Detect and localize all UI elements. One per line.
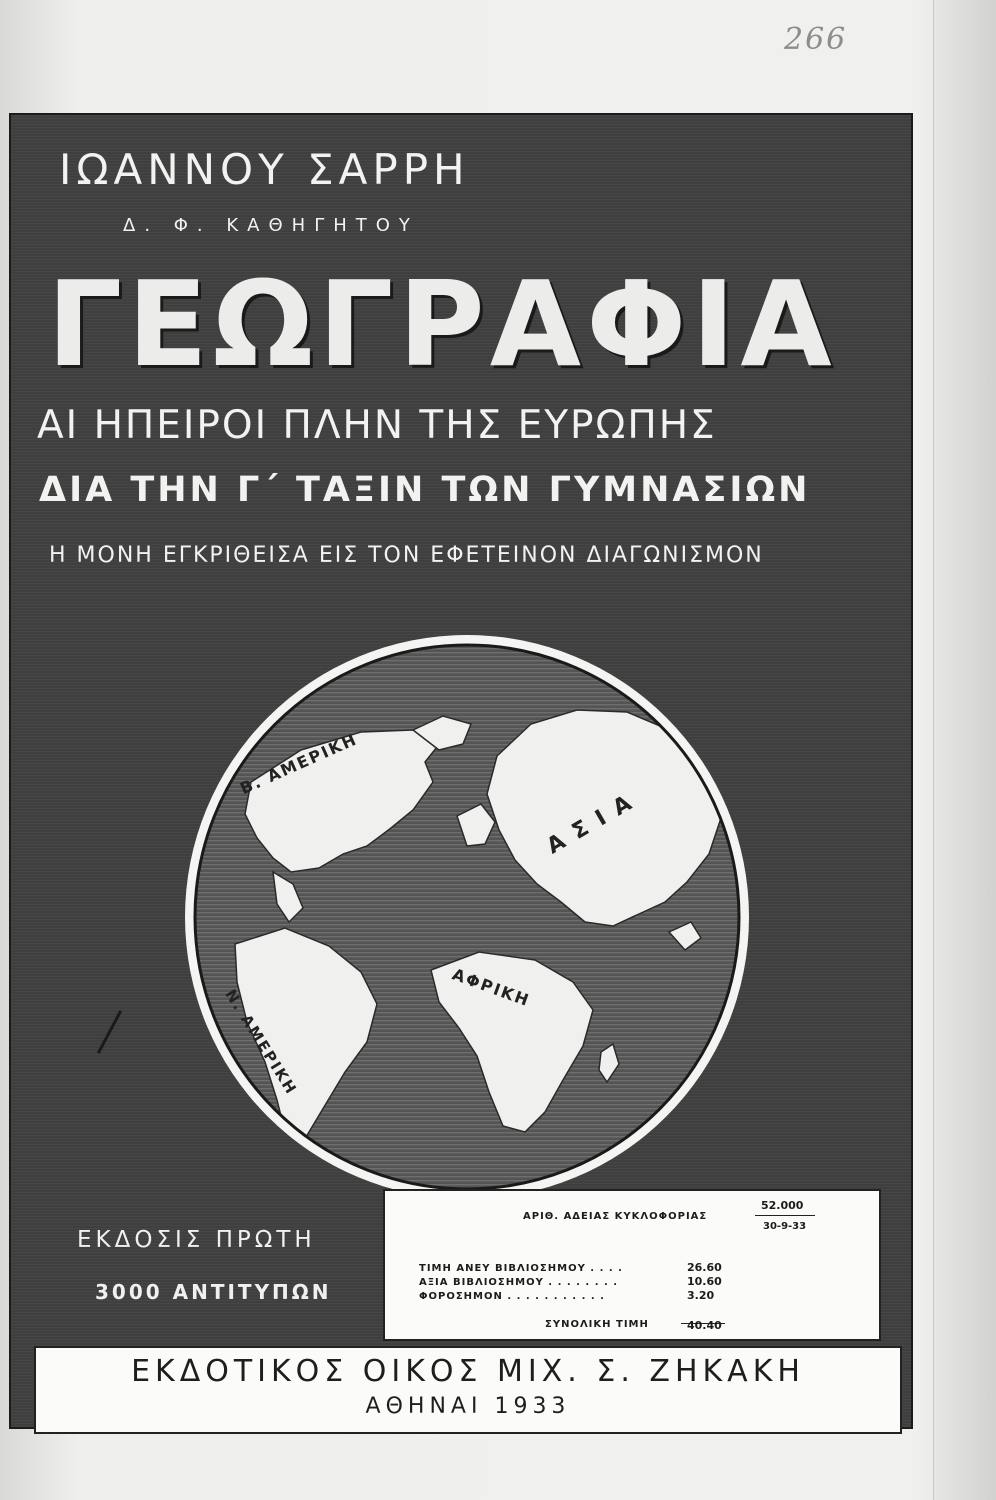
price-row-value: 10.60 xyxy=(687,1275,722,1288)
total-label: ΣΥΝΟΛΙΚΗ ΤΙΜΗ xyxy=(545,1319,649,1330)
publisher-place-year: ΑΘΗΝΑΙ 1933 xyxy=(365,1394,571,1419)
subtitle-continents: ΑΙ ΗΠΕΙΡΟΙ ΠΛΗΝ ΤΗΣ ΕΥΡΩΠΗΣ xyxy=(37,403,717,448)
book-title: ΓΕΩΓΡΑΦΙΑ xyxy=(47,255,837,393)
globe-illustration xyxy=(181,632,753,1202)
subtitle-class: ΔΙΑ ΤΗΝ Γ΄ ΤΑΞΙΝ ΤΩΝ ΓΥΜΝΑΣΙΩΝ xyxy=(39,470,811,510)
book-cover xyxy=(9,113,913,1429)
copies-label: 3000 ΑΝΤΙΤΥΠΩΝ xyxy=(95,1280,332,1304)
label-south-america: Ν. ΑΜΕΡΙΚΗ xyxy=(221,986,301,1099)
label-asia: ΑΣΙΑ xyxy=(542,785,647,860)
price-row-label: ΦΟΡΟΣΗΜΟΝ . . . . . . . . . . . xyxy=(419,1291,605,1302)
price-row-value: 26.60 xyxy=(687,1261,722,1274)
author-title: Δ. Φ. ΚΑΘΗΓΗΤΟΥ xyxy=(123,215,419,236)
label-africa: ΑΦΡΙΚΗ xyxy=(449,964,533,1011)
author-name: ΙΩΑΝΝΟΥ ΣΑΡΡΗ xyxy=(59,145,470,194)
permit-divider xyxy=(755,1215,815,1216)
handwritten-shelf-number: 266 xyxy=(784,22,848,57)
pen-mark xyxy=(97,1010,122,1054)
page-edge xyxy=(933,0,996,1500)
label-north-america: Β. ΑΜΕΡΙΚΗ xyxy=(237,729,361,799)
price-box xyxy=(383,1189,881,1341)
subtitle-approval: Η ΜΟΝΗ ΕΓΚΡΙΘΕΙΣΑ ΕΙΣ ΤΟΝ ΕΦΕΤΕΙΝΟΝ ΔΙΑΓΩΝΙΣΜΟΝ xyxy=(49,543,764,568)
edition-label: ΕΚΔΟΣΙΣ ΠΡΩΤΗ xyxy=(77,1227,316,1253)
price-row-label: ΑΞΙΑ ΒΙΒΛΙΟΣΗΜΟΥ . . . . . . . . xyxy=(419,1277,619,1288)
publisher-box xyxy=(34,1346,902,1434)
publisher-name: ΕΚΔΟΤΙΚΟΣ ΟΙΚΟΣ ΜΙΧ. Σ. ΖΗΚΑΚΗ xyxy=(131,1354,805,1389)
permit-caption: ΑΡΙΘ. ΑΔΕΙΑΣ ΚΥΚΛΟΦΟΡΙΑΣ xyxy=(523,1211,708,1222)
total-value: 40.40 xyxy=(687,1319,722,1332)
permit-date: 30-9-33 xyxy=(763,1221,807,1232)
globe-map-icon xyxy=(181,632,753,1202)
price-row-value: 3.20 xyxy=(687,1289,715,1302)
price-row-label: ΤΙΜΗ ΑΝΕΥ ΒΙΒΛΙΟΣΗΜΟΥ . . . . xyxy=(419,1263,623,1274)
permit-number: 52.000 xyxy=(761,1199,804,1212)
